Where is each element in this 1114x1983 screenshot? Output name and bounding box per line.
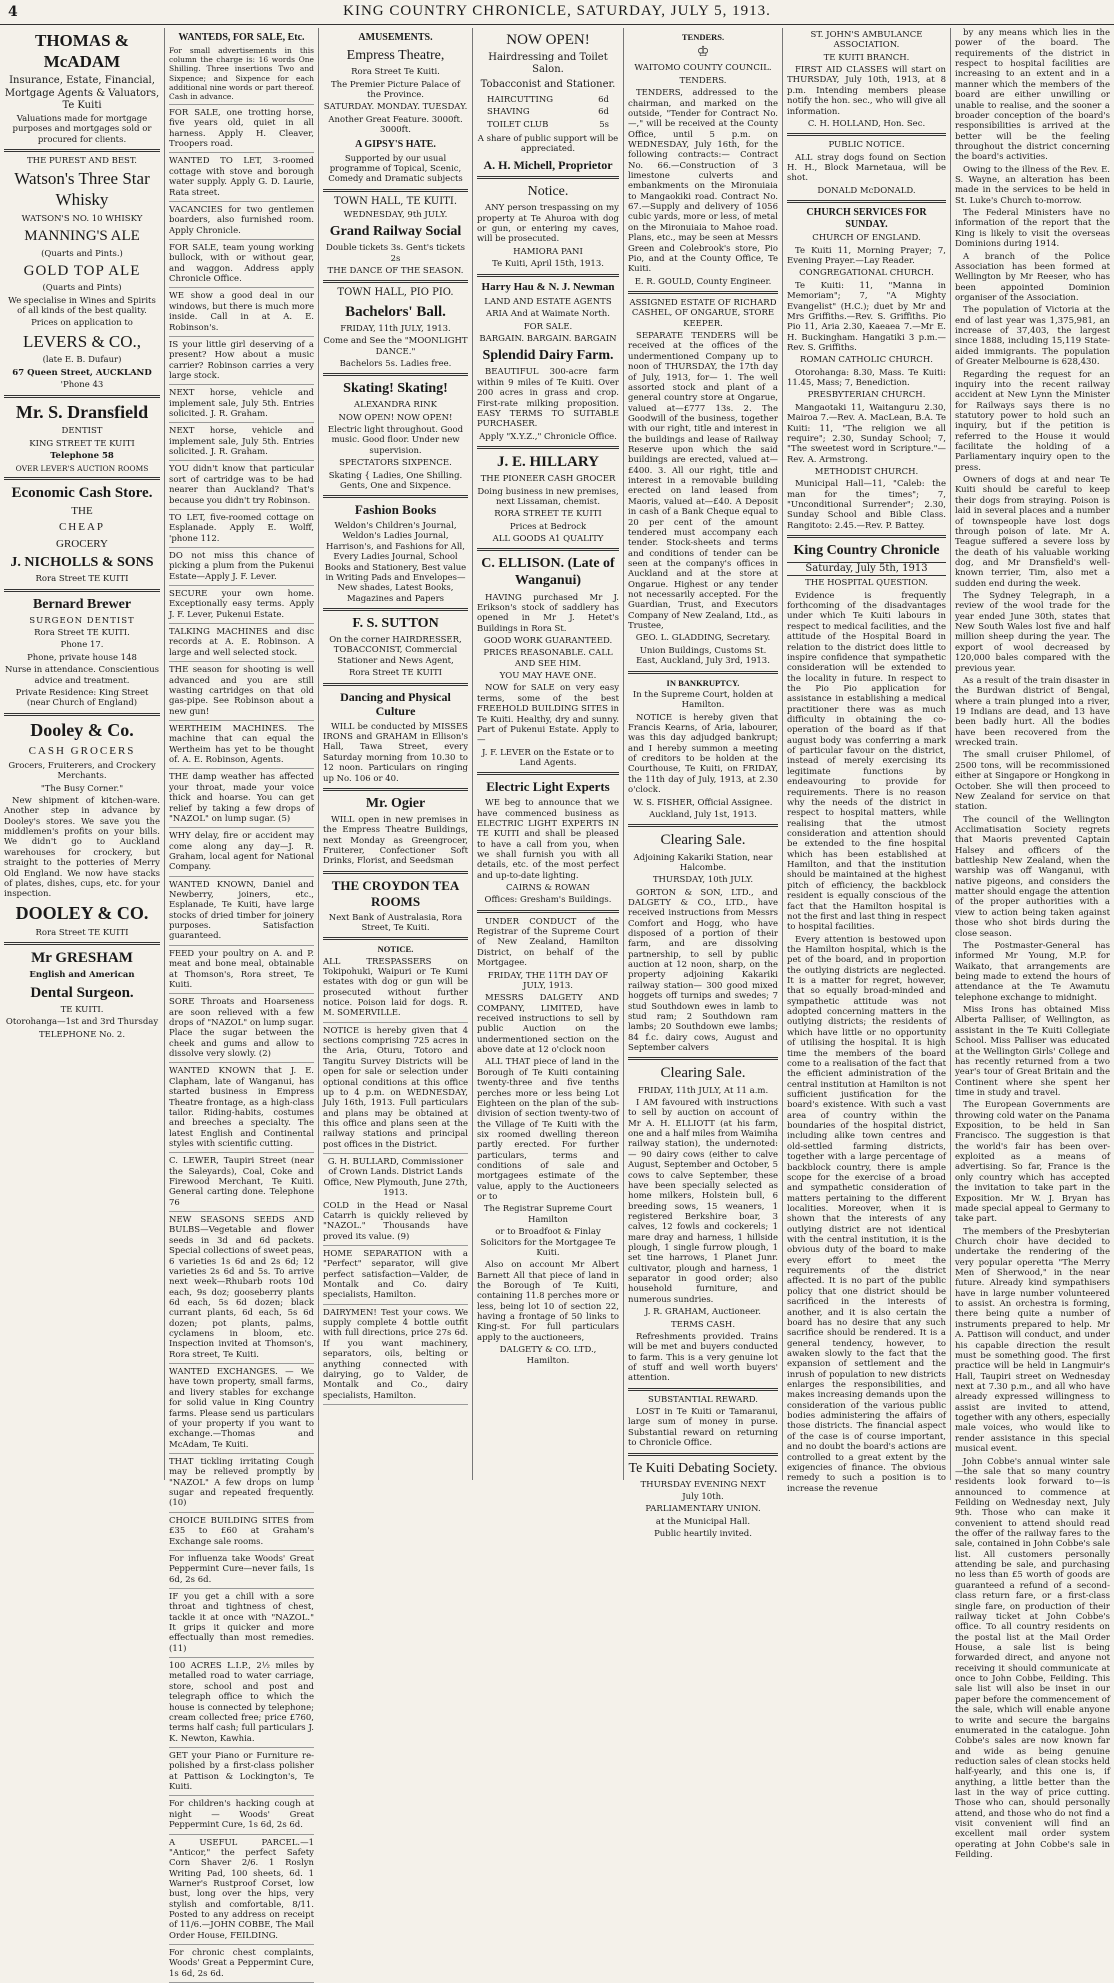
editorial-paragraph: Every attention is bestowed upon the Hamilton hospital, which is the pet of the board, and in proportion the outlying districts are neglected. It is a matter for regret, however, that so equally broad-minded and sympathetic attitude was not adopted concerning matters in the outlying districts; the residents of which have little or no opportunity of utilising the hospital. It is high time the members of the board come to a realisation of the fact that the efficient administration of the central institution at Hamilton is not sufficient justification for the board's existence. With such a vast area of country within the boundaries of the hospital district, including alike town centres and old-settled farming districts, together with a large percentage of backblock country, there is ample scope for the exercise of a broad and sympathetic consideration of matters pertaining to the different localities. Moreover, when it is shown that the interests of any outlying district are not identical with the central institution, it is the obvious duty of the board to make every effort to meet the requirements of the district affected. It is no part of the public policy that one district should be sacrificed in the interests of another, and it is also certain the board has no desire that any such sacrifice should be rendered. It is a general tendency, however, to awaken slowly to the fact that the expansion of settlement and the inrush of population to new districts enlarges the responsibilities, and makes increasing demands upon the consideration of the various public bodies administering the affairs of those districts. The financial aspect of the case is of course important, and no doubt the board's actions are controlled to a great extent by the exigencies of finance. The obvious remedy to such a position is to increase the revenue xyxy=(787,934,946,1494)
busy-corner: "The Busy Corner." xyxy=(40,783,124,794)
prices-reasonable: PRICES REASONABLE. CALL AND SEE HIM. xyxy=(483,648,613,669)
residence: Private Residence: King Street (near Church of England) xyxy=(15,687,149,709)
clearing-sale-2: Clearing Sale. xyxy=(660,1065,746,1082)
waitomo-council: WAITOMO COUNTY COUNCIL. xyxy=(634,63,772,74)
classified-ad: 100 ACRES L.I.P., 2½ miles by metalled road to water carriage, store, school and post and telegraph office to which the house is connected by telephone; cream collected free; price £760, terms half cash; full particulars J. K. Newton, Kawhia. xyxy=(169,1661,314,1748)
skating-heading: Skating! Skating! xyxy=(343,381,448,397)
public-invited: Public heartily invited. xyxy=(654,1529,752,1540)
gresham: Mr GRESHAM xyxy=(31,949,133,966)
tobacconist: Tobacconist and Stationer. xyxy=(480,78,616,90)
prices-application: Prices on application to xyxy=(31,318,133,329)
church-services-header: CHURCH SERVICES FOR SUNDAY. xyxy=(806,207,927,231)
supported: Supported by our usual programme of Topical, Scenic, Comedy and Dramatic subjects xyxy=(328,153,463,185)
news-paragraph: John Cobbe's annual winter sale—the sale that so many country residents look forward to—is announced to commence at Feilding on Wednesday next, July 9th. Those who can make it convenient to attend should read the offer of the railway fares to the sale, contained in John Cobbe's sale list. All customers personally attending be sale, and purchasing no less than £5 worth of goods are guaranteed a refund of a second-class return fare, or a first-class single fare, on production of their railway ticket at John Cobbe's office. To all country residents on the postal list at the Mail Order House, a sale list is being forwarded direct, and anyone not receiving it should communicate at once to John Cobbe, Feilding. This sale list will also be inset in our paper before the commencement of the sale, which will enable anyone to write and secure the bargains enumerated in the catalogue. John Cobbe's sales are now known far and wide as being genuine reduction sales of clean stocks held half-yearly, and this one is, if anything, a little better than the last in the way of price cutting. Those who can, should personally attend, and those who do not find a visit convenient will find an excellent mail order system operating at John Cobbe's sale in Feilding. xyxy=(955,1456,1110,1861)
fashion-list: Weldon's Children's Journal, Weldon's Ladies Journal, Harrison's, and Fashions for All, Every Ladies Journal, School Books and Stationery, Best value in Writing Pads and Envelopes—New shades, Latest Books, Magazines and Papers xyxy=(324,521,467,604)
gresham-te-kuiti: TE KUITI. xyxy=(60,1004,104,1015)
ogier-body: WILL open in new premises in the Empress Theatre Buildings, next Monday as Greengrocer, Fruiterer, Confectioner Soft Drinks, Florist, and Seedsman xyxy=(323,815,468,867)
hillary-rora: RORA STREET TE KUITI xyxy=(494,509,602,520)
july-10th: July 10th. xyxy=(682,1491,724,1502)
gold-top-ale: GOLD TOP ALE xyxy=(23,262,141,279)
refreshments: Refreshments provided. Trains will be met and buyers conducted to farm. This is a very genuine lot of stuff and well worth buyers' attention. xyxy=(628,1331,778,1384)
separation-ad: HOME SEPARATION with a "Perfect" separator, will give perfect satisfaction—Valder, de Montalk and Co. dairy specialists, Hamilton. xyxy=(323,1249,468,1305)
grocers-line: Grocers, Fruiterers, and Crockery Merchants. xyxy=(8,760,156,782)
news-paragraph: The population of Victoria at the end of last year was 1,375,981, an increase of 37,403, the largest since 1888, including 15,119 State-aided immigrants. The population of Greater Melbourne is 628,430. xyxy=(955,305,1110,368)
auckland-date: Auckland, July 1st, 1913. xyxy=(649,809,757,820)
hospital-question: THE HOSPITAL QUESTION. xyxy=(805,578,928,589)
church-name: CHURCH OF ENGLAND. xyxy=(812,233,921,244)
church-name: CONGREGATIONAL CHURCH. xyxy=(799,268,934,279)
friday-11th: FRIDAY, THE 11TH DAY OF JULY, 1913. xyxy=(487,970,609,991)
classified-ad: VACANCIES for two gentlemen boarders, also furnished room. Apply Chronicle. xyxy=(169,205,314,240)
electric-light-experts: Electric Light Experts xyxy=(486,779,610,795)
sutton-body: On the corner HAIRDRESSER, TOBACCONIST, Commercial Stationer and News Agent, xyxy=(329,635,462,666)
skating-prices: Skating { Ladies, One Shilling. Gents, One and Sixpence. xyxy=(328,470,463,491)
dooley-co-2: DOOLEY & CO. xyxy=(15,902,149,923)
news-paragraph: The Sydney Telegraph, in a review of the wool trade for the year ended June 30th, states that New South Wales lost five and half million sheep during the year. The export of wool decreased by 120,000 bales compared with the previous year. xyxy=(955,591,1110,674)
dental-surgeon: Dental Surgeon. xyxy=(30,984,134,1001)
news-paragraph: The Postmaster-General has informed Mr Young, M.P. for Waikato, that arrangements are being made to extend the hours of attendance at the Te Awamutu telephone exchange to midnight. xyxy=(955,940,1110,1003)
show-days: SATURDAY. MONDAY. TUESDAY. xyxy=(323,102,468,113)
gipsy-hate: A GIPSY'S HATE. xyxy=(355,139,436,151)
watsons-whisky: Watson's Three Star Whisky xyxy=(14,169,150,210)
classified-ad: WERTHEIM MACHINES. The machine that can equal the Wertheim has yet to be thought of. A. E. Robinson, Agents. xyxy=(169,724,314,769)
classified-ad: NEXT horse, vehicle and implement sale, July 5th. Entries solicited. J. R. Graham. xyxy=(169,388,314,423)
editorial xyxy=(787,591,946,1494)
levers-address: 67 Queen Street, AUCKLAND xyxy=(12,367,152,378)
union-buildings: Union Buildings, Customs St. East, Auckland, July 3rd, 1913. xyxy=(636,645,770,667)
classified-ad: SECURE your own home. Exceptionally easy terms. Apply J. F. Lever, Pukenui Estate. xyxy=(169,589,314,624)
classified-ad: FEED your poultry on A. and P. meat and bone meal, obtainable at Thomson's, Rora street, Te Kuiti. xyxy=(169,949,314,994)
kakariki: Adjoining Kakariki Station, near Halcombe. xyxy=(633,852,773,873)
registrar: The Registrar Supreme Court Hamilton xyxy=(483,1204,613,1225)
railway-social: Grand Railway Social xyxy=(329,224,462,240)
bargain: BARGAIN. BARGAIN. BARGAIN xyxy=(479,334,617,344)
price-value: 6d xyxy=(598,94,609,105)
for-sale: FOR SALE. xyxy=(523,321,573,332)
classified-ad: THE damp weather has affected your throat, made your voice thick and hoarse. You can get relief by taking a few drops of "NAZOL" on lump sugar. (5) xyxy=(169,772,314,828)
classified-ad: NEXT horse, vehicle and implement sale, July 5th. Entries solicited. J. R. Graham. xyxy=(169,426,314,461)
church-name: PRESBYTERIAN CHURCH. xyxy=(807,390,926,401)
parcel: ALL THAT piece of land in the Borough of Te Kuiti containing twenty-three and five tenths perches more or less being Lot Eighteen on the plan of the sub-division of section twenty-two of the Village of Te Kuiti with the six roomed dwelling thereon partly erected. For further particulars, terms and conditions of sale and mortgagees estimate of the value, apply to the Auctioneers or to xyxy=(477,1057,619,1203)
classified-ad: A USEFUL PARCEL.—1 "Anticor," the perfect Safety Corn Shaver 2/6. 1 Roslyn Writing Pad, 100 sheets, 6d. 1 Warner's Rustproof Corset, low bust, long over the hips, very stylish and comfortable, 8/11. Posted to any address on receipt of 11/6.—JOHN COBBE, The Mail Order House, FEILDING. xyxy=(169,1838,314,1946)
price-value: 5s xyxy=(599,119,609,130)
news-paragraph: The council of the Wellington Acclimatisation Society regrets that Maoris prevented Captain Halsey and officers of the battleship New Zealand, when the warship was off Wanganui, with native pigeons, and considers the matter should engage the attention of the proper authorities with a view to action being taken against those who shot birds during the close season. xyxy=(955,814,1110,939)
news-paragraph: The small cruiser Philomel, of 2500 tons, will be recommissioned either at Singapore or Hongkong in October. She will then proceed to New Zealand for service on that station. xyxy=(955,750,1110,813)
hillary: J. E. HILLARY xyxy=(497,453,599,470)
newspaper-title: KING COUNTRY CHRONICLE, SATURDAY, JULY 5, 1913. xyxy=(343,3,771,19)
barnett: Also on account Mr Albert Barnett All that piece of land in the Borough of Te Kuiti, containing 11.8 perches more or less, being lot 10 of section 22, having a frontage of 50 links to King-st. For full particulars apply to the auctioneers, xyxy=(477,1260,619,1343)
column-1 xyxy=(0,28,164,1480)
under-conduct: UNDER CONDUCT of the Registrar of the Supreme Court of New Zealand, Hamilton District, on behalf of the Mortgagee. xyxy=(477,916,619,969)
rora-street-2: Rora Street TE KUITI xyxy=(35,927,129,938)
land-agents: LAND AND ESTATE AGENTS xyxy=(484,296,612,307)
telephone-no2: TELEPHONE No. 2. xyxy=(38,1029,126,1040)
splendid-dairy-farm: Splendid Dairy Farm. xyxy=(482,348,614,364)
gould: E. R. GOULD, County Engineer. xyxy=(634,276,772,287)
sections-notice: NOTICE is hereby given that 4 sections comprising 725 acres in the Aria, Oturu, Totoro and Tangitu Survey Districts will be open for sale or selection under optional conditions at this office up to 4 p.m. on WEDNESDAY, July 16th, 1913. Full particulars and plans may be obtained at this office and plans seen at the railway stations and principal post offices in the District. xyxy=(323,1026,468,1154)
mannings-ale: MANNING'S ALE xyxy=(24,228,140,245)
cash-grocers: CASH GROCERS xyxy=(28,744,136,757)
croydon-tea-rooms: THE CROYDON TEA ROOMS xyxy=(331,877,460,909)
empress-rora: Rora Street Te Kuiti. xyxy=(351,67,440,78)
news-paragraph: As a result of the train disaster in the Burdwan district of Bengal, where a train plunged into a river, 19 Indians are dead, and 13 have been badly hurt. All the bodies have been recovered from the wrecked train. xyxy=(955,675,1110,749)
elliott-body: I AM favoured with instructions to sell by auction on account of Mr A. H. ELLIOTT (at his farm, one and a half miles from Waimiha railway station), the undernoted:— 90 dairy cows (either to calve August, September and October, 5 cows to calve September, these have been specially selected as home milkers, Holstein bull, 6 breeding sows, 15 weaners, 1 registered Berkshire boar, 3 calves, 12 fowls and cockerels; 1 mare dray and harness, 1 hillside plough, 1 single furrow plough, 1 set tine harrows, 1 Planet Junr. cultivator, plough and harness, 1 separator in good order; also household furniture, and numerous sundries. xyxy=(628,1098,778,1305)
ellison: C. ELLISON. (Late of Wanganui) xyxy=(481,556,615,589)
rink-now-open: NOW OPEN! NOW OPEN! xyxy=(338,412,453,423)
bachelors-price: Bachelors 5s. Ladies free. xyxy=(339,358,452,369)
english-american: English and American xyxy=(29,970,135,981)
alexandra-rink: ALEXANDRA RINK xyxy=(354,400,437,411)
news-paragraphs xyxy=(955,28,1110,1861)
tenders-header: TENDERS. xyxy=(681,32,725,42)
otorohanga: Otorohanga—1st and 3rd Thursday xyxy=(5,1017,159,1028)
tenders-body: TENDERS, addressed to the chairman, and marked on the outside, "Tender for Contract No. —," will be received at the County Office, until 5 p.m. on WEDNESDAY, July 16th, for the following contracts:— Contract No. 66.—Construction of 3 limestone culverts and embankments on the Mironuiaia to Mangaokiki road. Contract No. 67.—Supply and delivery of 1056 cubic yards, more or less, of metal on the Mironuiaia to Mahoe road. Plans, etc., may be seen at Messrs Green and Colebrook's store, Pio Pio, and at the County Office, Te Kuiti. xyxy=(628,88,778,275)
column-2 xyxy=(164,28,318,1979)
rink-electric: Electric light throughout. Good music. Good floor. Under new supervision. xyxy=(327,425,464,456)
graham-auctioneer: J. R. GRAHAM, Auctioneer. xyxy=(645,1307,761,1318)
levers-phone: 'Phone 43 xyxy=(60,380,104,391)
wednesday-date: WEDNESDAY, 9th JULY. xyxy=(343,209,448,220)
price-row xyxy=(487,120,609,130)
all-goods: ALL GOODS A1 QUALITY xyxy=(492,534,604,545)
st-johns-header: ST. JOHN'S AMBULANCE ASSOCIATION. xyxy=(810,30,923,51)
ball-date: FRIDAY, 11th JULY, 1913. xyxy=(340,323,451,334)
watsons-no10: WATSON'S NO. 10 WHISKY xyxy=(21,213,143,224)
news-paragraph: Owing to the illness of the Rev. E. S. Wayne, an alteration has been made in the services to be held in St. Luke's Church to-morrow. xyxy=(955,164,1110,206)
classified-ad: IS your little girl deserving of a present? How about a music carrier? Robinson carries a very large stock. xyxy=(169,340,314,385)
column-3 xyxy=(318,28,472,1480)
phone-17: Phone 17. xyxy=(60,640,104,651)
classified-ad: WANTED KNOWN that J. E. Clapham, late of Wanganui, has started business in Empress Theatre frontage, as a high-class tailor. Riding-habits, costumes and breeches a specialty. The latest English and Continental styles with scientific cutting. xyxy=(169,1066,314,1153)
news-paragraph: by any means which lies in the power of the board. The requirements of the district in respect to hospital facilities are increasing to an extent and in a manner which the members of the board are either unwilling or unable to realise, and the sooner a broader conception of the board's responsibilities is arrived at the better will be the feeling throughout the district concerning the board's activities. xyxy=(955,28,1110,163)
terms-cash: TERMS CASH. xyxy=(670,1319,736,1330)
classified-ads xyxy=(169,108,314,1983)
quarts-pints-2: (Quarts and Pints) xyxy=(42,283,122,294)
debating-society: Te Kuiti Debating Society. xyxy=(628,1460,778,1476)
gorton-body: GORTON & SON, LTD., and DALGETY & CO., LTD., have received instructions from Messrs Comfort and Hogg, who have disposed of a portion of their farm, and are dissolving partnership, to sell by public auction at 12 noon, sharp, on the property adjoining Kakariki railway station— 300 good mixed hoggets off turnips and swedes; 7 stud Southdown ewes in lamb to stud ram; 2 Southdown ram lambs; 20 Southdown ewe lambs; 84 f.c. dairy cows, August and September calvers xyxy=(628,887,778,1053)
thursday-evening: THURSDAY EVENING NEXT xyxy=(640,1479,766,1490)
dalgety-co: DALGETY & CO. LTD., Hamilton. xyxy=(499,1345,597,1366)
you-may-have-one: YOU MAY HAVE ONE. xyxy=(499,671,597,682)
telephone-58: Telephone 58 xyxy=(50,451,114,462)
empress-theatre: Empress Theatre, xyxy=(346,48,445,64)
gresham-buildings: Offices: Gresham's Buildings. xyxy=(484,895,612,906)
notice-heading: NOTICE. xyxy=(377,944,414,955)
dooley-co-1: Dooley & Co. xyxy=(30,719,134,740)
king-street: KING STREET TE KUITI xyxy=(29,438,135,449)
classified-ad: WE show a good deal in our windows, but there is much more inside. Call in at A. E. Robinson's. xyxy=(169,291,314,336)
price-value: 6d xyxy=(598,107,609,118)
rates-note: For small advertisements in this column the charge is: 16 words One Shilling. Three insertions Two and Sixpence; and Sixpence for each additional nine words or part thereof. Cash in advance. xyxy=(169,46,314,105)
classified-ad: WANTED EXCHANGES. — We have town property, small farms, and livery stables for exchange for solid value in King Country farms. Please send us particulars of your property if you want to exchange.—Thomas and McAdam, Te Kuiti. xyxy=(169,1367,314,1454)
town-hall: TOWN HALL, TE KUITI. xyxy=(333,195,458,207)
church-times: Te Kuiti 11, Morning Prayer; 7, Evening Prayer.—Lay Reader. xyxy=(787,245,946,267)
fisher: W. S. FISHER, Official Assignee. xyxy=(633,797,773,808)
classified-ad: FOR SALE, one trotting horse, five years old, quiet in all harness. Apply H. Cleaver, Troopers road. xyxy=(169,108,314,153)
price-item: HAIRCUTTING xyxy=(487,94,554,105)
te-kuiti-branch: TE KUITI BRANCH. xyxy=(823,52,910,63)
dentist: DENTIST xyxy=(61,426,103,437)
church-times: Municipal Hall—11, "Caleb: the man for the times"; 7, "Unconditional Surrender"; 2.30, Sunday School and Bible Class. Rangitoto: 2.45.—Rev. P. Battey. xyxy=(787,479,946,531)
gladding: GEO. L. GLADDING, Secretary. xyxy=(635,633,771,644)
page-number: 4 xyxy=(8,4,18,20)
classified-ad: THE season for shooting is well advanced and you are still wasting cartridges on that old gas-pipe. See Robinson about a new gun! xyxy=(169,665,314,721)
classified-ad: NEW SEASONS SEEDS AND BULBS—Vegetable and flower seeds in 3d and 6d packets. Special collections of sweet peas, 6 varieties 1s 6d and 2s 6d; 12 varieties 2s 6d and 5s. To arrive next week—Rhubarb roots 10d each, 9s doz; gooseberry plants 6d each, 5s 6d dozen; black currant plants, 6d each, 5s 6d dozen; pot plants, palms, cyclamens in bloom, etc. Inspection invited at Thomson's, Rora street, Te Kuiti. xyxy=(169,1215,314,1364)
sutton: F. S. SUTTON xyxy=(352,616,439,631)
bullard: G. H. BULLARD, Commissioner of Crown Lands. District Lands Office, New Plymouth, June 27th, 1913. xyxy=(323,1157,468,1199)
price-list xyxy=(487,95,609,130)
bachelors-ball: Bachelors' Ball. xyxy=(345,303,446,320)
thomas-body: Insurance, Estate, Financial, Mortgage Agents & Valuators, Te Kuiti xyxy=(4,75,160,111)
holland: C. H. HOLLAND, Hon. Sec. xyxy=(807,118,926,129)
mcdonald: DONALD McDONALD. xyxy=(817,185,916,196)
news-paragraph: Miss Irons has obtained Miss Alberta Palliser, of Wellington, as assistant in the Te Kuiti Collegiate School. Miss Palliser was educated at the Wellington Girls' College and has recently returned from a two year's tour of Great Britain and the Continent where she spent her time in study and travel. xyxy=(955,1005,1110,1098)
editorial-paragraph: Evidence is frequently forthcoming of the disadvantages under which Te Kuiti labours in respect to medical facilities, and the attitude of the Hospital Board in relation to the district does little to inspire confidence that sympathetic consideration will be extended to the locality in future. In respect to the Pio Pio application for assistance in establishing a medical practitioner there was as much difficulty in obtaining the co-operation of the board as if that august body was conferring a mark of particular favour on the district, instead of merely exercising its legitimate functions by endeavouring to provide for requirements. There is no reason why the needs of the district in respect to hospital matters, while realising that the utmost consideration and attention should be extended to the fine hospital which has been established at Hamilton, and that the institution should be maintained at the highest pitch of efficiency, the backblock resident is equally conscious of the fact that the Hamilton hospital is not the first and last thing in respect to hospital facilities. xyxy=(787,590,946,933)
classified-ad: FOR SALE, team young working bullock, with or without gear, and waggon. Address apply Chronicle Office. xyxy=(169,243,314,288)
classified-ad: For influenza take Woods' Great Peppermint Cure—never fails, 1s 6d, 2s 6d. xyxy=(169,1554,314,1589)
doing-business: Doing business in new premises, next Lissaman, chemist. xyxy=(477,486,619,507)
nicholls-sons: J. NICHOLLS & SONS xyxy=(10,555,154,571)
editorial-date: Saturday, July 5th, 1913 xyxy=(787,562,946,576)
purest-best: THE PUREST AND BEST. xyxy=(26,156,137,167)
levers-co: LEVERS & CO., xyxy=(22,331,142,351)
thursday-10th: THURSDAY, 10th JULY. xyxy=(652,875,754,886)
tenders-sub: TENDERS. xyxy=(679,75,727,86)
separate-tenders: SEPARATE TENDERS will be received at the offices of the undermentioned Company up to noon of THURSDAY, the 17th day of July, 1913, for— 1. The well assorted stock and plant of a general country store at Ongarue, valued at—£777 13s. 2. The Goodwill of the business, together with our right, title and interest in the buildings and lease of Railway Reserve upon which the said buildings are erected, valued at—£400. 3. All our right, title and interest in a removable building erected on land leased from Maoris, valued at—£40. A Deposit in cash of a Bank Cheque equal to 20 per cent of the amount tendered must accompany each tender. Stock-sheets and terms and conditions of tender can be seen at the company's offices in Auckland and at the store at Ongarue. Highest or any tender not necessarily accepted. For the Guardian, Trust, and Executors Company of New Zealand, Ltd., as Trustee, xyxy=(628,331,778,632)
classified-ad: C. LEWER, Taupiri Street (near the Saleyards), Coal, Coke and Firewood Merchant, Te Kuiti. General carting done. Telephone 76 xyxy=(169,1156,314,1212)
price-item: SHAVING xyxy=(487,107,530,118)
classified-ad: TALKING MACHINES and disc records at A. E. Robinson. A large and well selected stock. xyxy=(169,627,314,662)
church-name: ROMAN CATHOLIC CHURCH. xyxy=(800,355,933,366)
aria: ARIA And at Waimate North. xyxy=(486,309,610,320)
classified-ad: TO LET, five-roomed cottage on Esplanade. Apply E. Wolff, 'phone 112. xyxy=(169,513,314,548)
croydon-sub: Next Bank of Australasia, Rora Street, Te Kuiti. xyxy=(328,912,463,933)
mr-ogier: Mr. Ogier xyxy=(365,795,426,811)
feature: Another Great Feature. 3000ft. 3000ft. xyxy=(328,114,463,136)
notice-title: Notice. xyxy=(527,184,569,200)
masthead xyxy=(0,0,1114,25)
premier-palace: The Premier Picture Palace of the Province. xyxy=(330,79,461,100)
assigned-estate: ASSIGNED ESTATE OF RICHARD CASHEL, OF ONGARUE, STORE KEEPER. xyxy=(629,297,777,329)
now-for-sale: NOW for SALE on very easy terms, some of the best FREEHOLD BUILDING SITES in Te Kuiti. Healthy, dry and sunny. Part of Pukenui Estate. Apply to— xyxy=(477,683,619,746)
notice-body: ANY person trespassing on my property at Te Ahuroa with dog or gun, or entering my caves, will be prosecuted. xyxy=(477,203,619,245)
broadfoot: or to Broadfoot & Finlay Solicitors for the Mortgagee Te Kuiti. xyxy=(480,1227,616,1258)
church-times: Mangaotaki 11, Waitanguru 2.30, Mairoa 7.—Rev. A. MacLean, B.A. Te Kuiti: 11, "The religion we all require"; 2.30, Sunday School; 7, "The sweetest word in Scripture."—Rev. A. Armstrong. xyxy=(787,402,946,465)
news-paragraph: The Federal Ministers have no information of the report that the King is likely to visit the overseas Dominions during 1914. xyxy=(955,208,1110,250)
classified-ad: IF you get a chill with a sore throat and tightness of chest, tackle it at once with "NAZOL." It grips it quicker and more effectually than most remedies. (11) xyxy=(169,1592,314,1658)
crest-icon: ♔ xyxy=(696,44,710,61)
bernard-brewer: Bernard Brewer xyxy=(32,596,132,612)
cheap: CHEAP xyxy=(58,521,106,534)
thomas-mcadam-title: THOMAS & McADAM xyxy=(35,31,129,71)
dancing-body: WILL be conducted by MISSES IRONS and GRAHAM in Ellison's Hall, Tawa Street, every Saturday morning from 10.30 to 12 noon. Particulars on ringing up No. 106 or 40. xyxy=(323,721,468,784)
spectators: SPECTATORS SIXPENCE. xyxy=(339,458,452,469)
dairymen-ad: DAIRYMEN! Test your cows. We supply complete 4 bottle outfit with full directions, price 27s 6d. If you want machinery, separators, oils, belting or anything connected with dairying, go to Valder, de Montalk and Co., dairy specialists, Hamilton. xyxy=(323,1308,468,1405)
column-4 xyxy=(472,28,623,1480)
church-list xyxy=(787,233,946,531)
first-aid-body: FIRST AID CLASSES will start on THURSDAY, July 10th, 1913, at 8 p.m. Intending members please notify the hon. sec., who will give all information. xyxy=(787,65,946,117)
moonlight-dance: Come and See the "MOONLIGHT DANCE." xyxy=(323,336,468,357)
classified-ad: DO not miss this chance of picking a plum from the Pukenui Estate—Apply J. F. Lever. xyxy=(169,551,314,586)
stray-dogs: ALL stray dogs found on Section H. H., Block Marnetaua, will be shot. xyxy=(787,152,946,184)
kcc-title: King Country Chronicle xyxy=(793,543,940,559)
news-paragraph: A branch of the Police Association has been formed at Wellington by Mr Reeser, who has been appointed Dominion organiser of the Association. xyxy=(955,251,1110,303)
quarts-pints-1: (Quarts and Pints.) xyxy=(41,248,123,259)
lever: J. F. LEVER on the Estate or to Land Agents. xyxy=(482,747,614,768)
classified-ad: WANTED KNOWN, Daniel and Newberry, joiners, etc., Esplanade, Te Kuiti, have large stocks of dried timber for joinery purposes. Satisfaction guaranteed. xyxy=(169,880,314,946)
dooley-body: New shipment of kitchen-ware. Another step in advance by Dooley's stores. We save you the middlemen's profits on your bills. We didn't go to Auckland warehouses for crockery, but straight to the potteries of Merry Old England. We now have stacks of plates, dishes, cups, etc. for your inspection. xyxy=(4,796,160,900)
cairns-rowan: CAIRNS & ROWAN xyxy=(506,883,590,894)
price-row xyxy=(487,95,609,105)
apply-xyz: Apply "X.Y.Z.," Chronicle Office. xyxy=(479,431,617,442)
town-hall-pio: TOWN HALL, PIO PIO. xyxy=(337,287,454,299)
private-phone: Phone, private house 148 xyxy=(27,652,137,663)
news-paragraph: The European Governments are throwing cold water on the Panama Exposition, to be held in San Francisco. The suggestion is that the world's fair has been over-exploited as a means of advertising. So far, France is the only country which has accepted the invitation to take part in the Exposition. Mr W. J. Bryan has made special appeal to Germany to take part. xyxy=(955,1100,1110,1225)
now-open: NOW OPEN! xyxy=(506,32,590,48)
specialise: We specialise in Wines and Spirits of all kinds of the best quality. xyxy=(8,295,156,316)
levers-sub: (late E. B. Dufaur) xyxy=(42,355,122,366)
bankruptcy-header: IN BANKRUPTCY. xyxy=(666,677,740,688)
pioneer-grocer: THE PIONEER CASH GROCER xyxy=(480,474,616,485)
the: THE xyxy=(71,504,93,517)
nazol-ad: COLD in the Head or Nasal Catarrh is quickly relieved by "NAZOL." Thousands have proved its value. (9) xyxy=(323,1201,468,1246)
column-7 xyxy=(950,28,1114,1861)
harry-hau: Harry Hau & N. J. Newman xyxy=(481,280,615,293)
column-6 xyxy=(782,28,950,1494)
electric-body: WE beg to announce that we have commenced business as ELECTRIC LIGHT EXPERTS IN TE KUITI and shall be pleased to have a call from you, when we shall furnish you with all details, etc. of the most perfect and up-to-date lighting. xyxy=(477,798,619,881)
messrs-dalgety: MESSRS DALGETY AND COMPANY, LIMITED, have received instructions to sell by public Auction on the undermentioned section on the above date at 12 o'clock noon xyxy=(477,993,619,1056)
church-times: Otorohanga: 8.30, Mass. Te Kuiti: 11.45, Mass; 7, Benediction. xyxy=(787,367,946,389)
public-notice: PUBLIC NOTICE. xyxy=(828,140,905,151)
dancing-culture: Dancing and Physical Culture xyxy=(340,689,451,719)
price-item: TOILET CLUB xyxy=(487,119,549,130)
over-levers: OVER LEVER'S AUCTION ROOMS xyxy=(15,463,149,473)
farm-body: BEAUTIFUL 300-acre farm within 9 miles of Te Kuiti. Over 200 acres in grass and crop. First-rate milking proposition. EASY TERMS TO SUITABLE PURCHASER. xyxy=(477,367,619,430)
municipal-hall: at the Municipal Hall. xyxy=(655,1516,751,1527)
wanteds-header: WANTEDS, FOR SALE, Etc. xyxy=(178,32,305,43)
sutton-rora: Rora Street TE KUITI xyxy=(348,668,442,679)
dance-of-season: THE DANCE OF THE SEASON. xyxy=(327,266,464,277)
classified-ad: YOU didn't know that particular sort of cartridge was to be had nearer than Auckland? That's because you didn't try Robinson. xyxy=(169,464,314,509)
substantial-reward: SUBSTANTIAL REWARD. xyxy=(647,1394,759,1405)
hamiora-date: Te Kuiti, April 15th, 1913. xyxy=(492,259,604,270)
bankrupt-body: NOTICE is hereby given that Francis Kearns, of Aria, labourer, was this day adjudged bankrupt; and I hereby summon a meeting of creditors to be holden at the Courthouse, Te Kuiti, on FRIDAY, the 11th day of July, 1913, at 2.30 o'clock. xyxy=(628,712,778,796)
classified-ad: WANTED TO LET, 3-roomed cottage with stove and borough water supply. Apply G. D. Laurie, Rata street. xyxy=(169,156,314,201)
nurse: Nurse in attendance. Conscientious advice and treatment. xyxy=(4,665,160,686)
classified-ad: THAT tickling irritating Cough may be relieved promptly by "NAZOL" A few drops on lump sugar and repeated frequently. (10) xyxy=(169,1457,314,1513)
classified-ad: GET your Piano or Furniture re-polished by a first-class polisher at Pattison & Lockington's, Te Kuiti. xyxy=(169,1751,314,1796)
supreme-court: In the Supreme Court, holden at Hamilton. xyxy=(632,689,774,711)
hair-salon: Hairdressing and Toilet Salon. xyxy=(488,52,608,76)
classified-ad: CHOICE BUILDING SITES from £35 to £60 at Graham's Exchange sale rooms. xyxy=(169,1516,314,1551)
brewer-address: Rora Street TE KUITI. xyxy=(34,628,130,639)
friday-11th-july: FRIDAY, 11th JULY, At 11 a.m. xyxy=(637,1085,769,1096)
dransfield: Mr. S. Dransfield xyxy=(15,401,149,422)
amusements-header: AMUSEMENTS. xyxy=(358,32,433,43)
classified-ad: For children's hacking cough at night — Woods' Great Peppermint Cure, 1s 6d, 2s 6d. xyxy=(169,1799,314,1834)
bedrock: Prices at Bedrock xyxy=(509,521,587,532)
rora-street-1: Rora Street TE KUITI xyxy=(35,574,129,585)
share-support: A share of public support will be appreciated. xyxy=(477,133,619,155)
news-paragraph: The members of the Presbyterian Church choir have decided to undertake the rendering of the very popular operetta "The Merry Men of Sherwood," in the near future. Already kind sympathisers have in large number volunteered to assist. An orchestra is forming, there being quite a number of instruments prepared to help. Mr A. Pattison will conduct, and under his capable direction the result must be something good. The first practice will be held in Langmuir's Hall, Taupiri street on Wednesday next at 7.30 p.m., and all who have already expressed willingness to assist are invited to attend, together with any others, especially male voices, who would like to render assistance in this special musical event. xyxy=(955,1226,1110,1455)
michell: A. H. Michell, Proprietor xyxy=(483,157,613,172)
good-work: GOOD WORK GUARANTEED. xyxy=(483,636,613,646)
social-tickets: Double tickets 3s. Gent's tickets 2s xyxy=(326,243,465,264)
news-paragraph: Regarding the request for an inquiry into the recent railway accident at New Lynn the Minister for Railways says there is no statutory power to hold such an inquiry, but if the petition is referred to the House it would facilitate the holding of a Parliamentary inquiry open to the press. xyxy=(955,369,1110,473)
thomas-note: Valuations made for mortgage purposes and mortgages sold or procured for clients. xyxy=(12,114,152,145)
surgeon-dentist: SURGEON DENTIST xyxy=(29,615,135,626)
grocery: GROCERY xyxy=(56,537,108,550)
classified-ad: SORE Throats and Hoarseness are soon relieved with a few drops of "NAZOL" on lump sugar. Place the sugar between the cheek and gums and allow to dissolve very slowly. (2) xyxy=(169,997,314,1063)
hamiora: HAMIORA PANI xyxy=(513,246,583,257)
classified-ad: WHY delay, fire or accident may come along any day—J. R. Graham, local agent for National Company. xyxy=(169,831,314,876)
parliamentary-union: PARLIAMENTARY UNION. xyxy=(645,1504,761,1515)
lost-body: LOST in Te Kuiti or Tamaranui, large sum of money in purse. Substantial reward on returning to Chronicle Office. xyxy=(628,1407,778,1449)
economic-cash-store: Economic Cash Store. xyxy=(11,484,153,501)
church-times: Te Kuiti: 11, "Manna in Memoriam"; 7, "A Mighty Evangelist" (H.C.); duet by Mr and Mrs Griffiths.—Rev. S. Griffiths. Pio Pio 11, Aria 2.30, Kaeaea 7.—Mr E. H. Buckingham. Hangatiki 3 p.m.—Rev. S. Griffiths. xyxy=(787,280,946,353)
column-5 xyxy=(623,28,782,1540)
price-row xyxy=(487,107,609,117)
clearing-sale-1: Clearing Sale. xyxy=(660,832,746,849)
church-name: METHODIST CHURCH. xyxy=(814,466,919,477)
ellison-body: HAVING purchased Mr J. Erikson's stock of saddlery has opened in Mr J. Hetet's Buildings in Rora St. xyxy=(477,592,619,634)
news-paragraph: Owners of dogs at and near Te Kuiti should be careful to keep their dogs from straying. Poison is laid in several places and a number of townspeople have lost dogs through poison of late. Mr A. Teague suffered a severe loss by the death of his valuable working dog, and Mr Dransfield's well-known terrier, Tim, also met a sudden end during the week. xyxy=(955,475,1110,589)
fashion-books: Fashion Books xyxy=(354,502,437,518)
classified-ad: For chronic chest complaints, Woods' Great a Peppermint Cure, 1s 6d, 2s 6d. xyxy=(169,1948,314,1983)
trespass-notice: ALL TRESPASSERS on Tokipohuki, Waipuri or Te Kumi estates with dog or gun will be prosecuted without further notice. Poison laid for dogs. R. M. SOMERVILLE. xyxy=(323,957,468,1023)
